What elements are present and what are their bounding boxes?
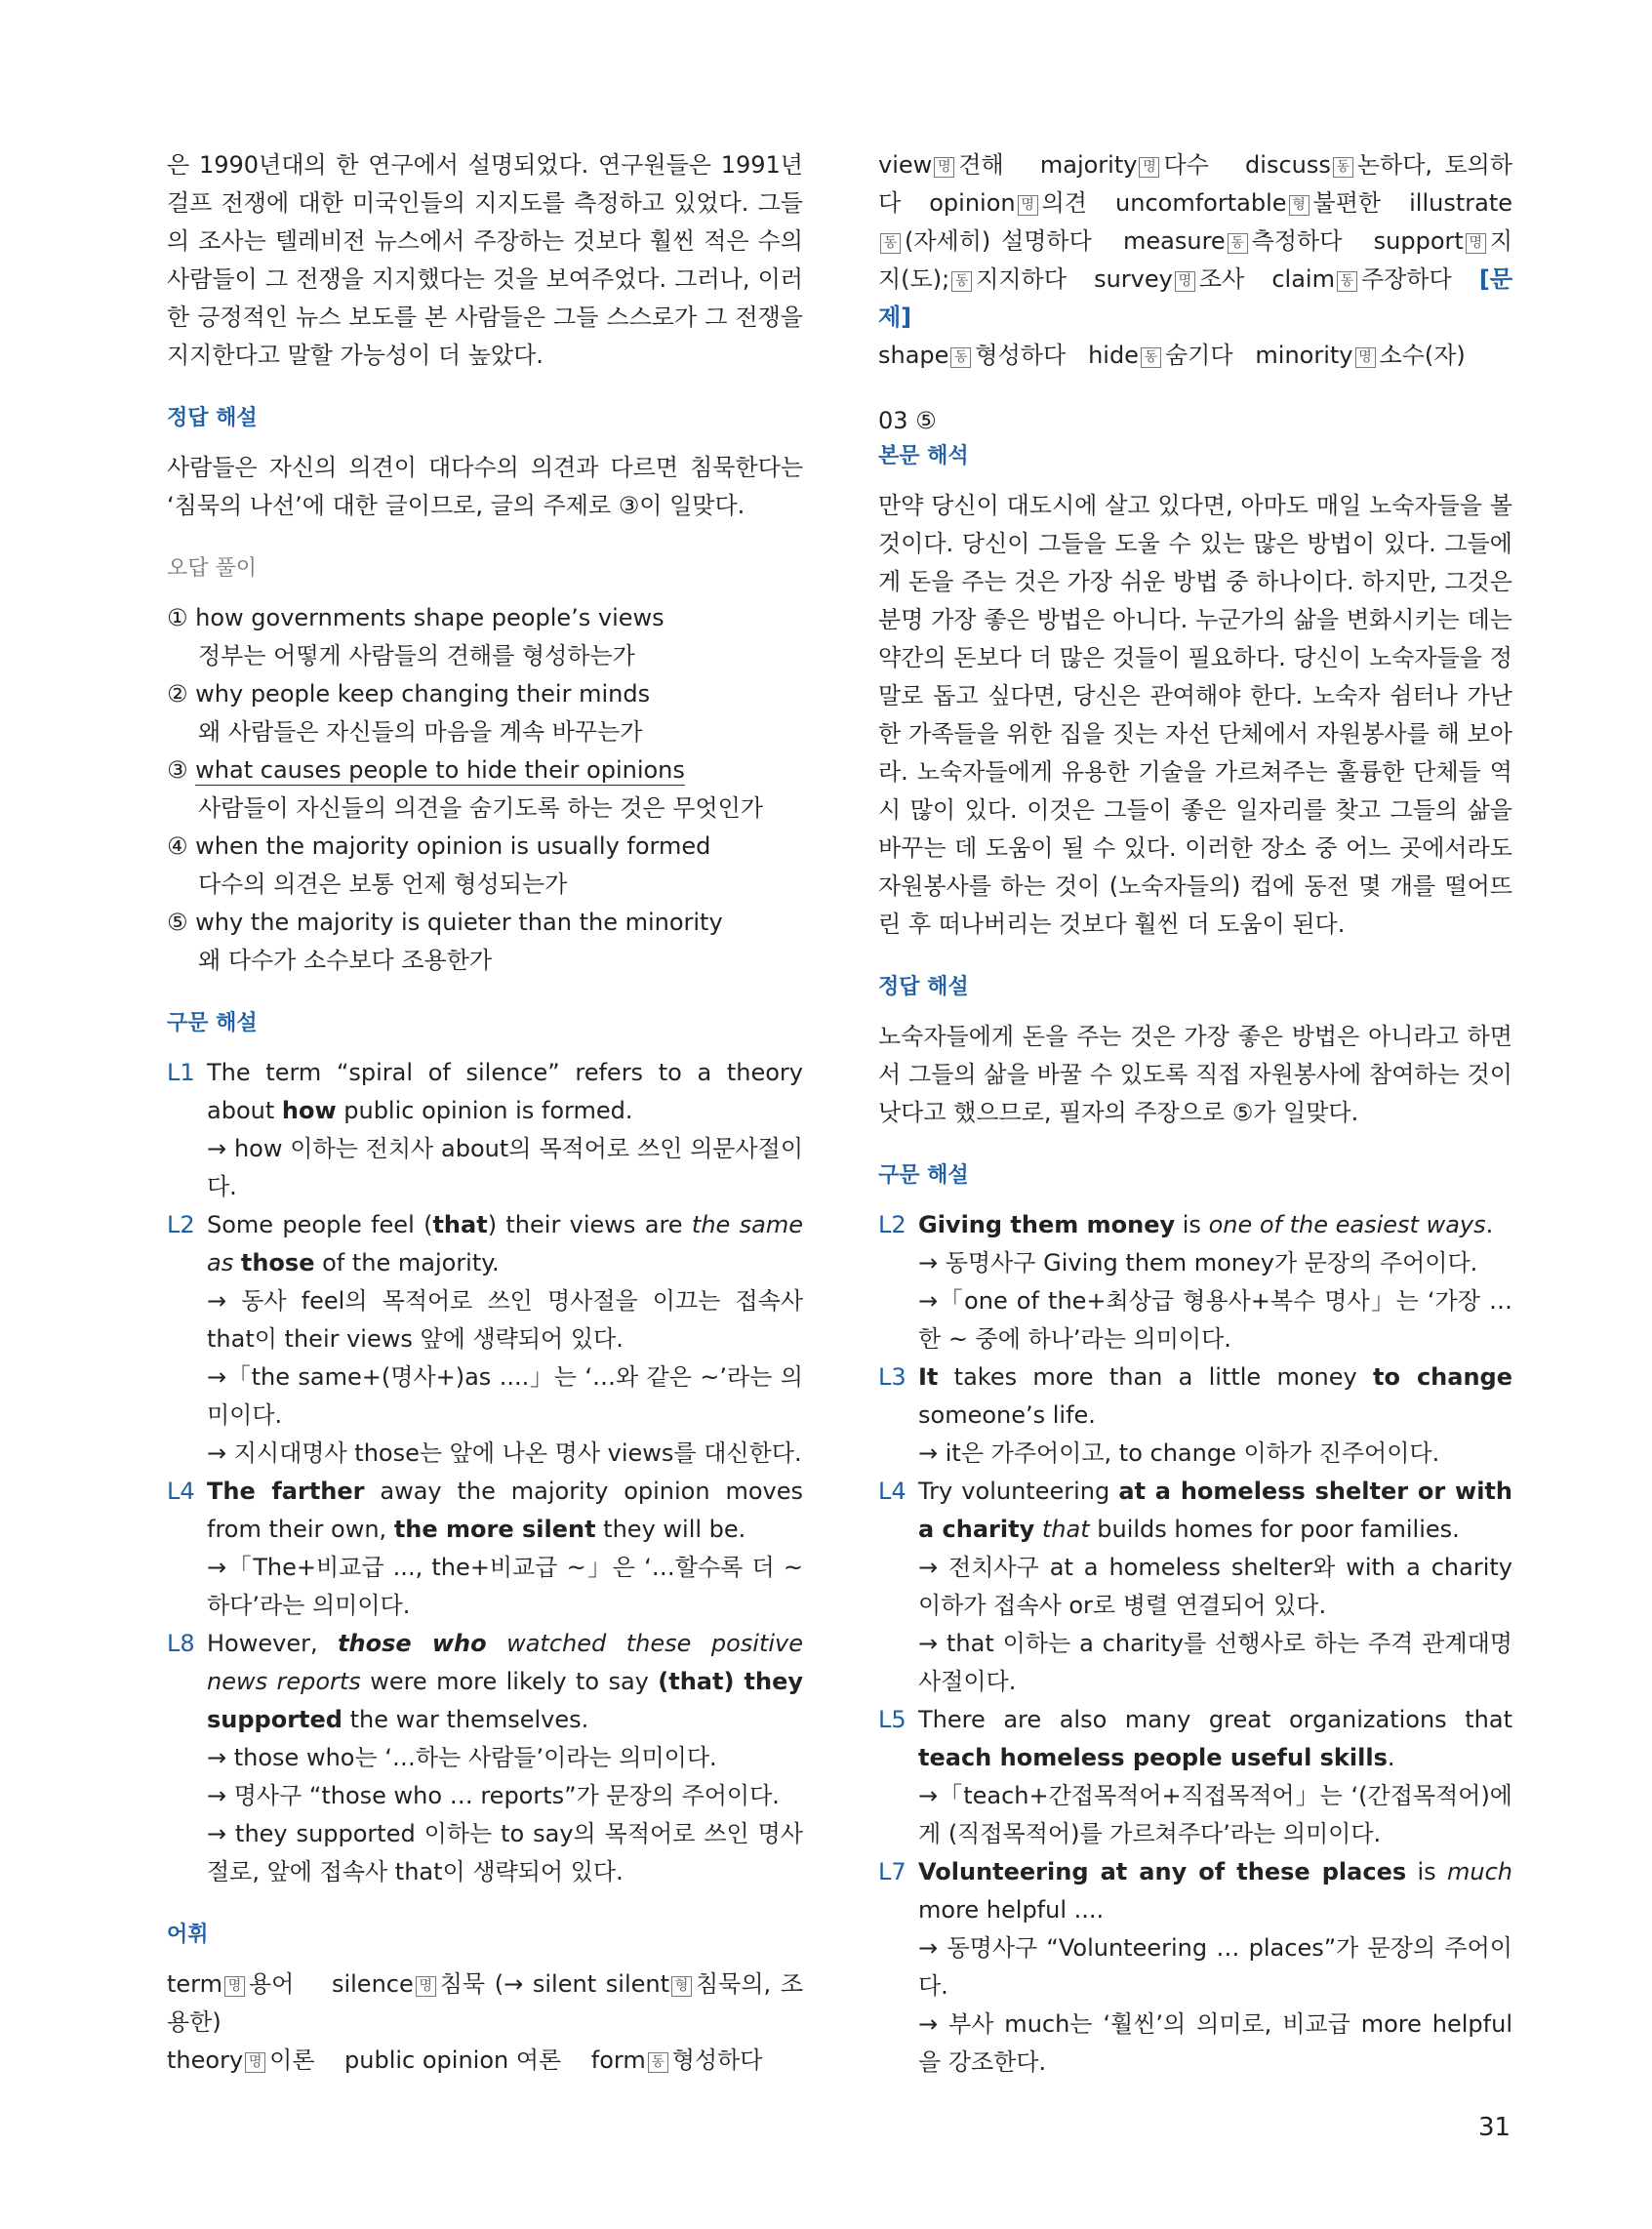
sentence-bold: (that) they supported: [207, 1668, 804, 1733]
line-id: L3: [878, 1363, 907, 1391]
line-id: L4: [167, 1478, 195, 1505]
verb-mark: 동: [1228, 233, 1248, 254]
vocab-word: minority: [1255, 342, 1353, 369]
vocab-meaning: 지지(도);: [878, 227, 1512, 293]
adjective-mark: 형: [671, 1976, 692, 1997]
option-3-correct-answer: what causes people to hide their opinions: [195, 756, 685, 784]
option-4-translation: 다수의 의견은 보통 언제 형성되는가: [198, 871, 568, 898]
vocab-meaning: 소수(자): [1379, 342, 1466, 369]
vocab-word: view: [878, 151, 933, 179]
vocab-word: term: [167, 1970, 222, 1998]
grammar-l3: [878, 1358, 1512, 1435]
vocab-word: hide: [1088, 342, 1139, 369]
grammar-note: →「the same+(명사+)as ....」는 ‘…와 같은 ~’라는 의미이다.: [207, 1363, 803, 1429]
grammar-heading: 구문 해설: [167, 1011, 258, 1035]
sentence-italic: that: [1041, 1516, 1090, 1543]
line-id: L5: [878, 1706, 907, 1733]
grammar-note: → it은 가주어이고, to change 이하가 진주어이다.: [918, 1439, 1440, 1467]
vocab-meaning: 논하다, 토의하다: [878, 151, 1513, 217]
translation-heading: 본문 해석: [878, 444, 969, 468]
passage-translation: 만약 당신이 대도시에 살고 있다면, 아마도 매일 노숙자들을 볼 것이다. 당신이 그들을 도울 수 있는 많은 방법이 있다. 그들에게 돈을 주는 것은 가장 쉬운 방법 중 하나이다. 하지만, 그것은 분명 가장 좋은 방법은 아니다. 누군가의 삶을 변화시키는 데는 약간의 돈보다 더 많은 것들이 필요하다. 당신이 노숙자들을 정말로 돕고 싶다면, 당신은 관여해야 한다. 노숙자 쉼터나 가난한 가족들을 위한 집을 짓는 자선 단체에서 자원봉사를 해 보아라. 노숙자들에게 유용한 기술을 가르쳐주는 훌륭한 단체들 역시 많이 있다. 이것은 그들이 좋은 일자리를 찾고 그들의 삶을 바꾸는 데 도움이 될 수 있다. 이러한 장소 중 어느 곳에서라도 자원봉사를 하는 것이 (노숙자들의) 컵에 동전 몇 개를 떨어뜨린 후 떠나버리는 것보다 훨씬 더 도움이 된다.: [878, 492, 1512, 938]
grammar-note: → how 이하는 전치사 about의 목적어로 쓰인 의문사절이다.: [207, 1135, 803, 1200]
verb-mark: 동: [950, 347, 971, 368]
vocab-word: public opinion 여론: [344, 2047, 562, 2074]
grammar-note: →「one of the+최상급 형용사+복수 명사」는 ‘가장 …한 ~ 중에 하나’라는 의미이다.: [918, 1287, 1512, 1353]
vocab-word: discuss: [1245, 151, 1331, 179]
grammar-l7: [878, 1853, 1513, 1929]
answer-explanation-heading: 정답 해설: [878, 975, 969, 999]
verb-mark: 동: [951, 271, 972, 292]
line-id: L2: [167, 1211, 195, 1238]
line-id: L7: [878, 1858, 907, 1885]
option-3-number: ③: [167, 756, 196, 784]
vocab-meaning: 숨기다: [1164, 342, 1233, 369]
sentence-bold: teach homeless people useful skills: [918, 1744, 1388, 1771]
vocab-meaning: 측정하다: [1251, 227, 1343, 255]
vocab-meaning: 견해: [958, 151, 1004, 179]
grammar-l2: [167, 1206, 804, 1282]
option-2-translation: 왜 사람들은 자신들의 마음을 계속 바꾸는가: [198, 718, 643, 746]
sentence-bold: It: [918, 1363, 939, 1391]
sentence-text: the war themselves.: [342, 1706, 589, 1733]
sentence-italic: the same as: [207, 1211, 804, 1277]
vocab-word: survey: [1094, 265, 1173, 293]
verb-mark: 동: [1333, 157, 1353, 178]
noun-mark: 명: [934, 157, 954, 178]
sentence-text: .: [1485, 1211, 1494, 1238]
grammar-note: → 지시대명사 those는 앞에 나온 명사 views를 대신한다.: [207, 1439, 802, 1467]
option-5: ⑤ why the majority is quieter than the minority: [167, 909, 723, 936]
sentence-italic: watched these positive news reports: [207, 1630, 803, 1695]
grammar-note: → 전치사구 at a homeless shelter와 with a charity 이하가 접속사 or로 병렬 연결되어 있다.: [918, 1554, 1512, 1619]
noun-mark: 명: [1466, 233, 1486, 254]
vocab-word: measure: [1123, 227, 1226, 255]
vocab-meaning: 조사: [1198, 265, 1245, 293]
sentence-text: someone’s life.: [918, 1401, 1096, 1429]
sentence-text: Some people feel (: [207, 1211, 433, 1238]
noun-mark: 명: [416, 1976, 436, 1997]
sentence-bold: that: [432, 1211, 488, 1238]
sentence-text: more helpful ....: [918, 1896, 1105, 1924]
sentence-bold: The farther: [207, 1478, 365, 1505]
option-4: ④ when the majority opinion is usually formed: [167, 832, 711, 860]
grammar-note: → 동명사구 Giving them money가 문장의 주어이다.: [918, 1249, 1478, 1277]
vocab-word: claim: [1271, 265, 1335, 293]
sentence-text: Try volunteering: [918, 1478, 1119, 1505]
noun-mark: 명: [224, 1976, 245, 1997]
verb-mark: 동: [880, 233, 901, 254]
grammar-l1: [167, 1054, 803, 1130]
vocab-meaning: 용어: [249, 1970, 295, 1998]
noun-mark: 명: [1175, 271, 1195, 292]
question-tag: [문제]: [878, 265, 1513, 331]
vocab-word: uncomfortable: [1115, 189, 1287, 217]
vocabulary-list: term 명 용어 silence 명 침묵 (→ silent silent 형 침묵의, 조용한) theory 명 이론 public opinion 여론 form 동 형성하다: [167, 1970, 804, 2074]
line-id: L8: [167, 1630, 195, 1657]
noun-mark: 명: [245, 2052, 265, 2073]
grammar-l4: [167, 1473, 803, 1549]
grammar-note: → they supported 이하는 to say의 목적어로 쓰인 명사절로, 앞에 접속사 that이 생략되어 있다.: [207, 1820, 803, 1885]
grammar-l5: [878, 1701, 1512, 1777]
sentence-text: public opinion is formed.: [336, 1097, 633, 1124]
sentence-bold-italic: those who: [338, 1630, 487, 1657]
verb-mark: 동: [1337, 271, 1357, 292]
vocab-word: form: [590, 2047, 646, 2074]
vocab-word: majority: [1039, 151, 1138, 179]
sentence-text: away the majority opinion moves from their own,: [207, 1478, 803, 1543]
sentence-text: of the majority.: [314, 1249, 500, 1277]
vocab-word: silence: [331, 1970, 414, 1998]
option-3-translation: 사람들이 자신들의 의견을 숨기도록 하는 것은 무엇인가: [198, 794, 764, 822]
adjective-mark: 형: [1289, 195, 1310, 216]
line-id: L4: [878, 1478, 907, 1505]
grammar-l2: [878, 1206, 1512, 1244]
grammar-note: → 동명사구 “Volunteering … places”가 문장의 주어이다.: [918, 1934, 1512, 2000]
grammar-note: → that 이하는 a charity를 선행사로 하는 주격 관계대명사절이다.: [918, 1630, 1512, 1695]
noun-mark: 명: [1355, 347, 1376, 368]
option-1: ① how governments shape people’s views: [167, 604, 665, 631]
grammar-heading: 구문 해설: [878, 1163, 969, 1188]
sentence-text: The term “spiral of silence” refers to a theory about: [207, 1059, 803, 1124]
vocab-word: illustrate: [1409, 189, 1513, 217]
sentence-bold: Giving them money: [918, 1211, 1176, 1238]
vocab-meaning: 다수: [1163, 151, 1209, 179]
left-column: [167, 146, 803, 2080]
vocab-meaning: 침묵의, 조용한): [167, 1970, 804, 2036]
vocab-word: shape: [878, 342, 949, 369]
vocab-meaning: 불편한: [1312, 189, 1382, 217]
sentence-text: were more likely to say: [360, 1668, 659, 1695]
line-id: L1: [167, 1059, 195, 1086]
sentence-italic: much: [1447, 1858, 1513, 1885]
vocab-meaning: 이론: [269, 2047, 315, 2074]
vocab-meaning: 형성하다: [975, 342, 1067, 369]
sentence-text: [1034, 1516, 1042, 1543]
grammar-note: →「teach+간접목적어+직접목적어」는 ‘(간접목적어)에게 (직접목적어)를 가르쳐주다’라는 의미이다.: [918, 1782, 1512, 1847]
grammar-note: → 동사 feel의 목적어로 쓰인 명사절을 이끄는 접속사 that이 their views 앞에 생략되어 있다.: [207, 1287, 803, 1353]
vocab-word: support: [1373, 227, 1464, 255]
grammar-note: → 명사구 “those who … reports”가 문장의 주어이다.: [207, 1782, 780, 1809]
right-column: [878, 146, 1512, 2082]
sentence-text: ) their views are: [487, 1211, 692, 1238]
vocabulary-heading: 어휘: [167, 1923, 209, 1947]
option-3: [167, 751, 803, 790]
sentence-text: [233, 1249, 241, 1277]
option-list: [167, 599, 803, 980]
noun-mark: 명: [1139, 157, 1159, 178]
option-5-translation: 왜 다수가 소수보다 조용한가: [198, 947, 493, 974]
option-1-translation: 정부는 어떻게 사람들의 견해를 형성하는가: [198, 642, 635, 669]
vocabulary-list-continued: [878, 146, 1512, 375]
verb-mark: 동: [648, 2052, 668, 2073]
vocab-word: theory: [167, 2047, 244, 2074]
page-number: 31: [1478, 2113, 1511, 2142]
vocab-meaning: 의견: [1041, 189, 1087, 217]
sentence-bold: how: [281, 1097, 337, 1124]
sentence-bold: to change: [1372, 1363, 1512, 1391]
wrong-answer-heading: 오답 풀이: [167, 556, 258, 581]
vocab-meaning: 침묵 (→ silent: [439, 1970, 597, 1998]
sentence-text: There are also many great organizations that: [918, 1706, 1512, 1733]
question-number: 03 ⑤: [878, 407, 937, 434]
sentence-bold: Volunteering at any of these places: [918, 1858, 1407, 1885]
passage-translation-continued: 은 1990년대의 한 연구에서 설명되었다. 연구원들은 1991년 걸프 전쟁에 대한 미국인들의 지지도를 측정하고 있었다. 그들의 조사는 텔레비전 뉴스에서 주장하는 것보다 훨씬 적은 수의 사람들이 그 전쟁을 지지했다는 것을 보여주었다. 그러나, 이러한 긍정적인 뉴스 보도를 본 사람들은 그들 스스로가 그 전쟁을 지지한다고 말할 가능성이 더 높았다.: [167, 151, 803, 369]
sentence-text: is: [1406, 1858, 1448, 1885]
sentence-text: However,: [207, 1630, 339, 1657]
grammar-note: →「The+비교급 ..., the+비교급 ~」은 ‘…할수록 더 ~하다’라는 의미이다.: [207, 1554, 803, 1619]
vocab-meaning: (자세히) 설명하다: [905, 227, 1092, 255]
sentence-italic: one of the easiest ways: [1208, 1211, 1486, 1238]
line-id: L2: [878, 1211, 907, 1238]
sentence-text: builds homes for poor families.: [1089, 1516, 1460, 1543]
sentence-bold: at a homeless shelter or with a charity: [918, 1478, 1512, 1543]
sentence-bold: those: [240, 1249, 315, 1277]
grammar-l8: [167, 1625, 804, 1739]
vocab-word: opinion: [929, 189, 1016, 217]
grammar-note: → those who는 ‘…하는 사람들’이라는 의미이다.: [207, 1744, 717, 1771]
vocab-meaning: 지지하다: [976, 265, 1067, 293]
sentence-text: is: [1175, 1211, 1209, 1238]
answer-explanation-text: 사람들은 자신의 의견이 대다수의 의견과 다르면 침묵한다는 ‘침묵의 나선’에 대한 글이므로, 글의 주제로 ③이 일맞다.: [167, 454, 803, 519]
grammar-l4: [878, 1473, 1512, 1549]
noun-mark: 명: [1018, 195, 1038, 216]
option-2: ② why people keep changing their minds: [167, 680, 651, 708]
sentence-text: .: [1387, 1744, 1395, 1771]
sentence-bold: the more silent: [393, 1516, 596, 1543]
answer-explanation-text: 노숙자들에게 돈을 주는 것은 가장 좋은 방법은 아니라고 하면서 그들의 삶을 바꿀 수 있도록 직접 자원봉사에 참여하는 것이 낫다고 했으므로, 필자의 주장으로 ⑤가 일맞다.: [878, 1023, 1512, 1126]
verb-mark: 동: [1141, 347, 1161, 368]
vocab-meaning: 주장하다: [1360, 265, 1452, 293]
grammar-note: → 부사 much는 ‘훨씬’의 의미로, 비교급 more helpful을 강조한다.: [918, 2010, 1512, 2076]
answer-explanation-heading: 정답 해설: [167, 406, 258, 430]
sentence-text: they will be.: [595, 1516, 746, 1543]
vocab-meaning: 형성하다: [671, 2047, 763, 2074]
sentence-text: takes more than a little money: [938, 1363, 1373, 1391]
